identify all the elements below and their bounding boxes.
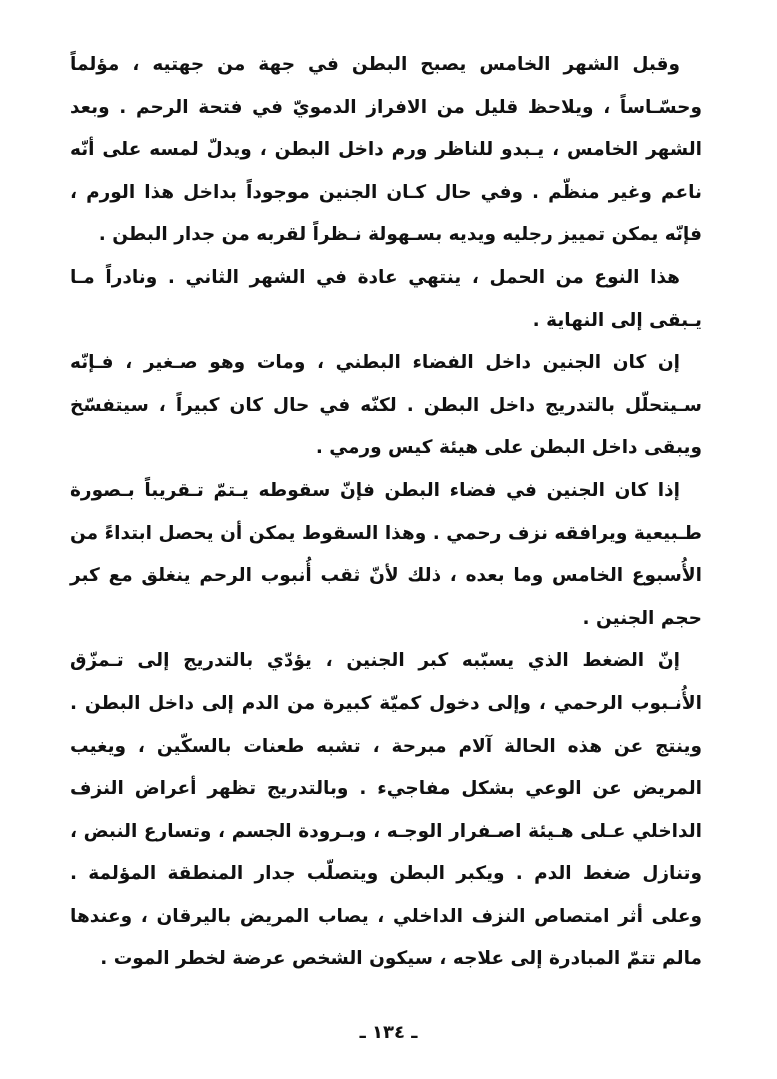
page-number: ـ ١٣٤ ـ	[359, 1022, 418, 1043]
paragraph-2: هذا النوع من الحمل ، ينتهي عادة في الشهر الثاني . ونادراً مـا يـبقى إلى النهاية .	[70, 266, 702, 331]
paragraph-1: وقبل الشهر الخامس يصبح البطن في جهة من جهتيه ، مؤلماً وحسّـاساً ، ويلاحظ قليل من الافراز الدمويّ في فتحة الرحم . وبعد الشهر الخامس ، يـبدو للناظر ورم داخل البطن ، ويدلّ لمسه على أنّه ناعم وغير منظّم . وفي حال كـان الجنين موجوداً بداخل هذا الورم ، فإنّه يمكن تمييز رجليه ويديه بسـهولة نـظراً لقربه من جدار البطن .	[70, 54, 702, 246]
paragraph-3: إن كان الجنين داخل الفضاء البطني ، ومات وهو صـغير ، فـإنّه سـيتحلّل بالتدريج داخل البطن . لكنّه في حال كان كبيراً ، سيتفسّخ ويبقى داخل البطن على هيئة كيس ورمي .	[70, 352, 702, 459]
paragraph-4: إذا كان الجنين في فضاء البطن فإنّ سقوطه يـتمّ تـقريباً بـصورة طـبيعية ويرافقه نزف رحمي . وهذا السقوط يمكن أن يحصل ابتداءً من الأُسبوع الخامس وما بعده ، ذلك لأنّ ثقب أُنبوب الرحم ينغلق مع كبر حجم الجنين .	[70, 479, 702, 629]
page-body	[70, 44, 702, 981]
paragraph-5: إنّ الضغط الذي يسبّبه كبر الجنين ، يؤدّي بالتدريج إلى تـمزّق الأُنـبوب الرحمي ، وإلى دخول كميّة كبيرة من الدم إلى داخل البطن . وينتج عن هذه الحالة آلام مبرحة ، تشبه طعنات بالسكّين ، ويغيب المريض عن الوعي بشكل مفاجيء . وبالتدريج تظهر أعراض النزف الداخلي عـلى هـيئة اصـفرار الوجـه ، وبـرودة الجسم ، وتسارع النبض ، وتنازل ضغط الدم . ويكبر البطن ويتصلّب جدار المنطقة المؤلمة . وعلى أثر امتصاص النزف الداخلي ، يصاب المريض باليرقان ، وعندها مالم تتمّ المبادرة إلى علاجه ، سيكون الشخص عرضة لخطر الموت .	[70, 650, 702, 970]
